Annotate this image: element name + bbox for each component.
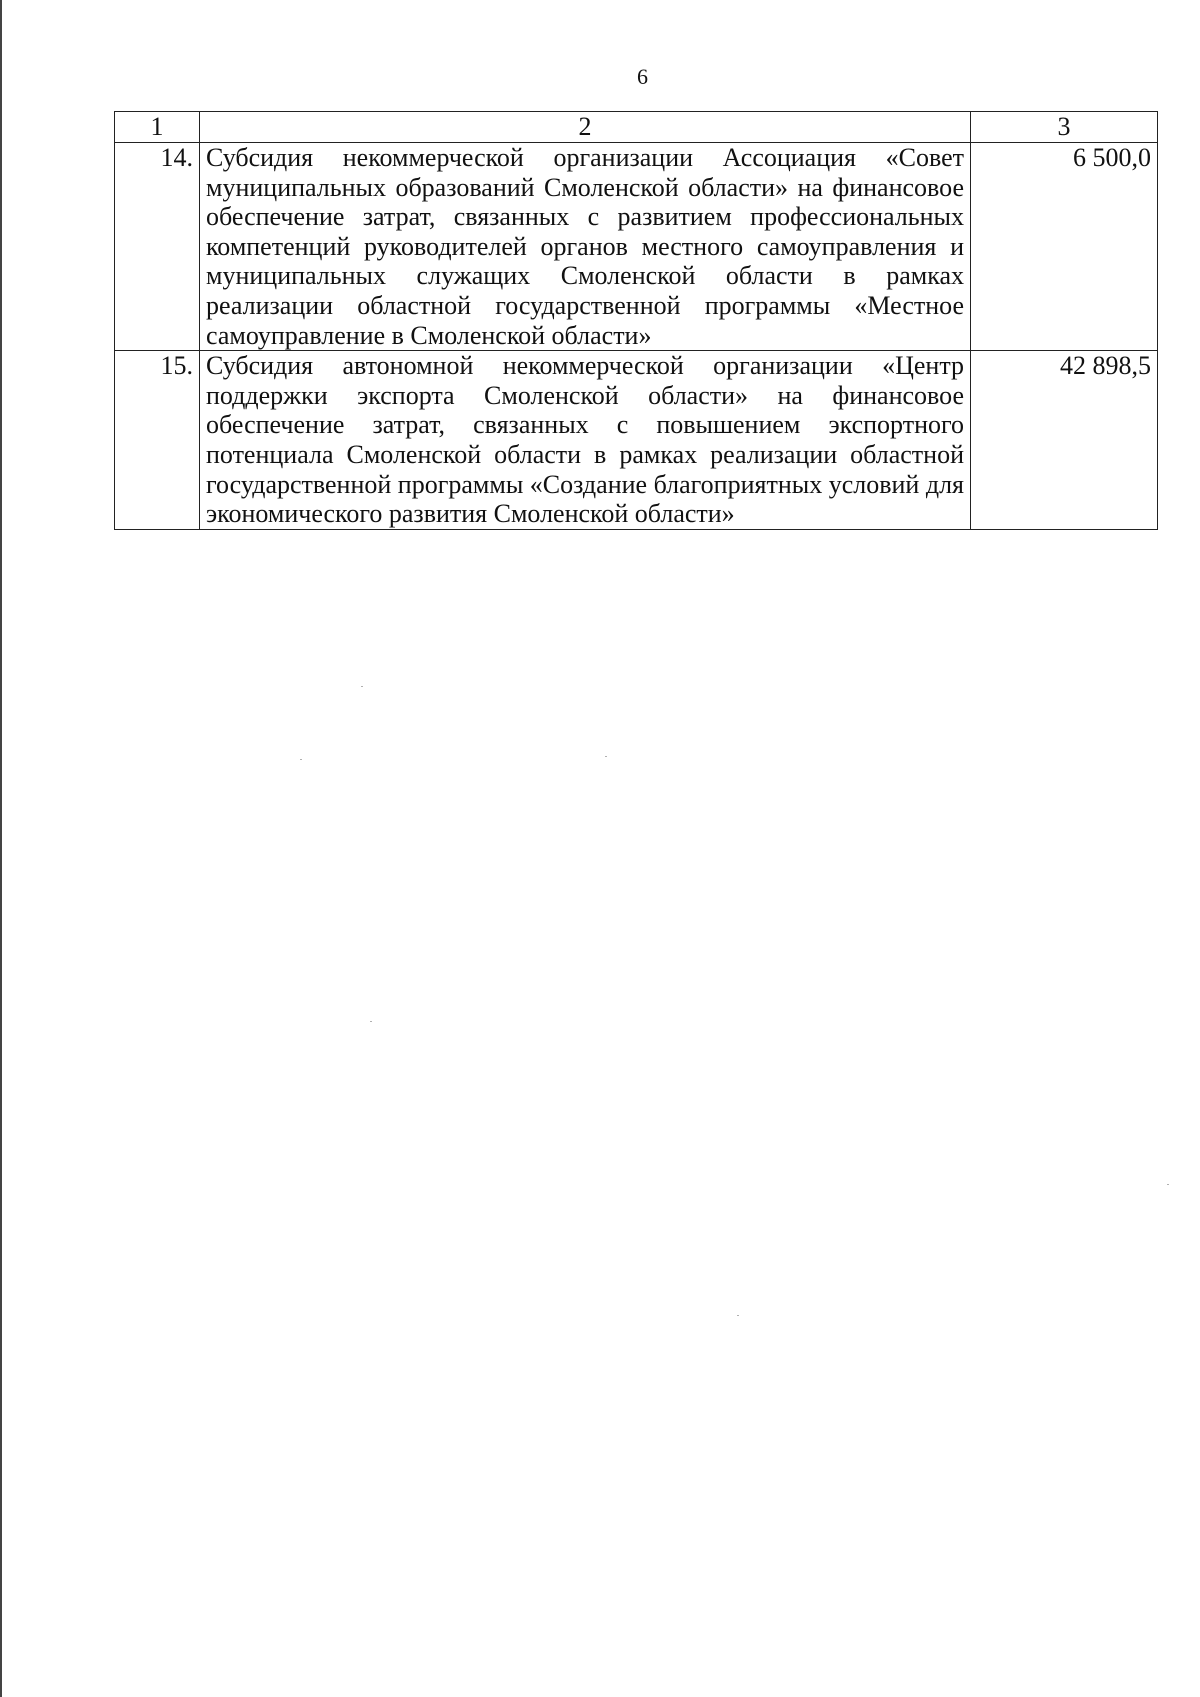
table-header-row (115, 112, 1158, 143)
row-number: 15. (115, 351, 200, 530)
row-description: Субсидия автономной некоммерческой организации «Центр поддержки экспорта Смоленской области» на финансовое обеспечение затрат, связанных с повышением экспортного потенциала Смоленской области в рамках реализации областной государственной программы «Создание благоприятных условий для экономического развития Смоленской области» (200, 351, 971, 530)
scan-edge-line (0, 0, 2, 1697)
scan-speck (361, 686, 363, 687)
scan-speck (300, 759, 302, 760)
column-header-2: 2 (200, 112, 971, 143)
row-amount: 6 500,0 (971, 143, 1158, 351)
page-number: 6 (637, 64, 648, 89)
table-row (115, 351, 1158, 530)
scan-speck (605, 756, 607, 757)
budget-table (114, 111, 1158, 530)
row-amount: 42 898,5 (971, 351, 1158, 530)
row-number: 14. (115, 143, 200, 351)
scan-speck (737, 1315, 739, 1316)
scan-speck (370, 1021, 372, 1022)
scan-speck (1167, 1184, 1169, 1185)
table-row (115, 143, 1158, 351)
row-description: Субсидия некоммерческой организации Ассоциация «Совет муниципальных образований Смоленской области» на финансовое обеспечение затрат, связанных с развитием профессиональных компетенций руководителей органов местного самоуправления и муниципальных служащих Смоленской области в рамках реализации областной государственной программы «Местное самоуправление в Смоленской области» (200, 143, 971, 351)
column-header-3: 3 (971, 112, 1158, 143)
column-header-1: 1 (115, 112, 200, 143)
